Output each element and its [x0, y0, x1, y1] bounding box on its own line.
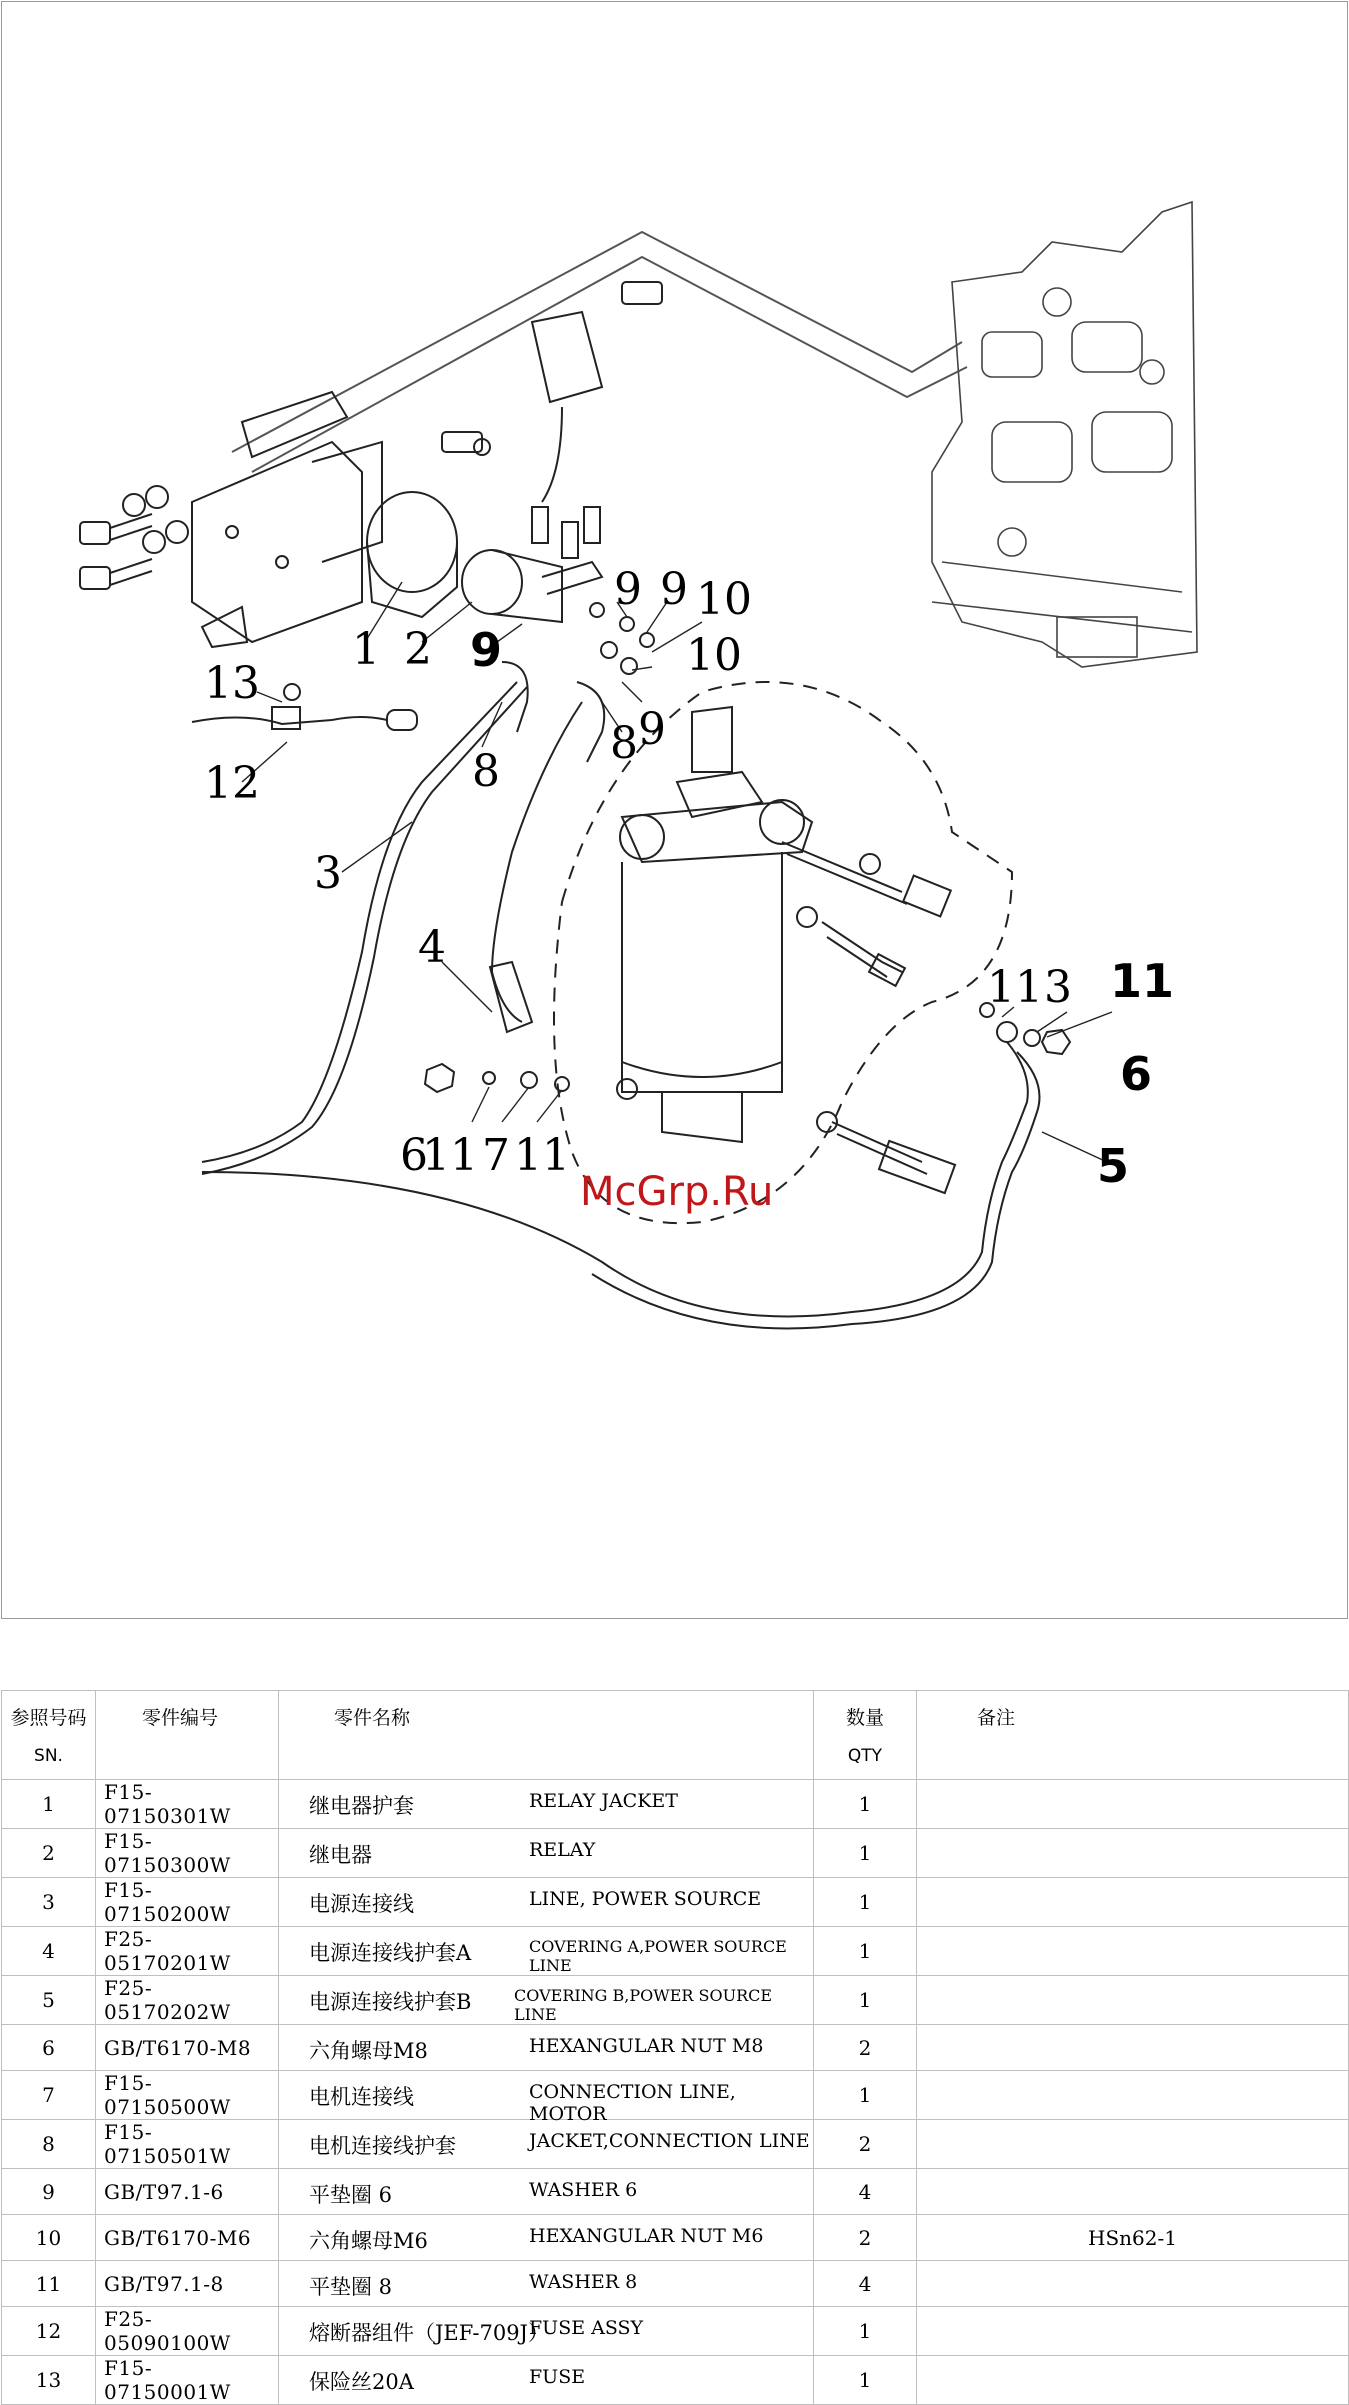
- cell-part-no: F15-07150001W: [96, 2356, 279, 2405]
- relay: [462, 550, 602, 622]
- callout-9: 9: [614, 564, 642, 615]
- callout-7: 7: [482, 1130, 510, 1181]
- cell-name-cn: 电源连接线: [309, 1892, 414, 1916]
- cell-qty: 1: [814, 2071, 917, 2120]
- callout-8: 8: [472, 746, 500, 797]
- header-sn-en: SN.: [34, 1746, 63, 1766]
- table-row: [2, 2215, 1349, 2261]
- cell-qty: 1: [814, 2356, 917, 2405]
- callout-5: 5: [1097, 1139, 1130, 1193]
- callout-12: 12: [204, 758, 260, 809]
- jacket-connection-line: [502, 662, 604, 762]
- cell-qty: 1: [814, 1976, 917, 2025]
- table-row: [2, 1976, 1349, 2025]
- cell-note: [917, 2261, 1349, 2307]
- cell-note: HSn62-1: [917, 2215, 1349, 2261]
- cell-name: [279, 2261, 814, 2307]
- cell-note: [917, 2025, 1349, 2071]
- cell-name-en: JACKET,CONNECTION LINE: [529, 2130, 810, 2152]
- callout-1: 1: [352, 624, 380, 675]
- cell-sn: 8: [2, 2120, 96, 2169]
- table-row: [2, 1927, 1349, 1976]
- cell-name-cn: 平垫圈 6: [309, 2183, 393, 2207]
- cell-name-en: COVERING A,POWER SOURCE LINE: [529, 1937, 787, 1975]
- callout-11: 11: [422, 1130, 478, 1181]
- table-row: [2, 2025, 1349, 2071]
- cell-name-cn: 电机连接线护套: [309, 2134, 456, 2158]
- table-row: [2, 2169, 1349, 2215]
- table-body: [2, 1780, 1349, 2405]
- cell-qty: 2: [814, 2025, 917, 2071]
- cell-name-cn: 六角螺母M8: [309, 2039, 428, 2063]
- cell-name-cn: 继电器护套: [309, 1794, 414, 1818]
- table-row: [2, 2356, 1349, 2405]
- upper-connectors: [442, 282, 662, 558]
- cell-name: [279, 1829, 814, 1878]
- cell-note: [917, 2356, 1349, 2405]
- callout-8: 8: [610, 718, 638, 769]
- header-qty-cn: 数量: [845, 1707, 884, 1729]
- cell-sn: 6: [2, 2025, 96, 2071]
- cell-name-cn: 平垫圈 8: [309, 2275, 393, 2299]
- cell-note: [917, 2071, 1349, 2120]
- table-row: [2, 2261, 1349, 2307]
- cell-note: [917, 1878, 1349, 1927]
- cell-name: [279, 2120, 814, 2169]
- cell-sn: 3: [2, 1878, 96, 1927]
- small-hardware: [425, 603, 1070, 1092]
- callout-9: 9: [470, 623, 503, 677]
- relay-jacket: [367, 492, 457, 617]
- cell-part-no: F25-05170201W: [96, 1927, 279, 1976]
- cell-part-no: F25-05170202W: [96, 1976, 279, 2025]
- cell-name: [279, 2025, 814, 2071]
- header-name: [279, 1691, 814, 1780]
- cell-name-cn: 熔断器组件（JEF-709J）: [309, 2321, 549, 2345]
- cell-note: [917, 2120, 1349, 2169]
- cell-name-cn: 电源连接线护套A: [309, 1941, 472, 1965]
- callout-11: 11: [514, 1130, 570, 1181]
- cell-qty: 1: [814, 2307, 917, 2356]
- callout-4: 4: [418, 922, 446, 973]
- callout-9: 9: [638, 704, 666, 755]
- header-part-no-label: 零件编号: [142, 1707, 219, 1729]
- table-row: [2, 2307, 1349, 2356]
- cell-name-en: FUSE: [529, 2366, 586, 2388]
- cell-note: [917, 1829, 1349, 1878]
- cell-name: [279, 2169, 814, 2215]
- cell-sn: 11: [2, 2261, 96, 2307]
- callout-6: 6: [400, 1130, 428, 1181]
- cell-name: [279, 2356, 814, 2405]
- cell-note: [917, 2307, 1349, 2356]
- cell-sn: 10: [2, 2215, 96, 2261]
- covering-a: [492, 702, 582, 1022]
- cell-name-cn: 保险丝20A: [309, 2370, 414, 2394]
- cell-qty: 4: [814, 2261, 917, 2307]
- callout-6: 6: [1120, 1047, 1153, 1101]
- cell-name-en: RELAY JACKET: [529, 1790, 678, 1812]
- cell-sn: 13: [2, 2356, 96, 2405]
- cell-part-no: GB/T97.1-8: [96, 2261, 279, 2307]
- exploded-diagram: [2, 2, 1349, 1620]
- cell-name-en: CONNECTION LINE, MOTOR: [529, 2081, 736, 2125]
- header-qty: [814, 1691, 917, 1780]
- power-source-line: [202, 682, 517, 1162]
- table-row: [2, 1878, 1349, 1927]
- cell-note: [917, 1780, 1349, 1829]
- callout-10: 10: [686, 630, 742, 681]
- table-row: [2, 2071, 1349, 2120]
- header-note: [917, 1691, 1349, 1780]
- cell-part-no: F15-07150200W: [96, 1878, 279, 1927]
- cell-qty: 1: [814, 1780, 917, 1829]
- cell-sn: 5: [2, 1976, 96, 2025]
- cell-sn: 4: [2, 1927, 96, 1976]
- cell-part-no: GB/T97.1-6: [96, 2169, 279, 2215]
- header-sn: [2, 1691, 96, 1780]
- cell-name: [279, 1878, 814, 1927]
- callout-3: 3: [314, 848, 342, 899]
- table-header-row: [2, 1691, 1349, 1780]
- cell-name-en: WASHER 8: [529, 2271, 638, 2293]
- cell-sn: 1: [2, 1780, 96, 1829]
- cell-part-no: F15-07150500W: [96, 2071, 279, 2120]
- table-row: [2, 1829, 1349, 1878]
- cell-name-cn: 六角螺母M6: [309, 2229, 428, 2253]
- header-name-label: 零件名称: [334, 1707, 411, 1729]
- cell-name-cn: 电机连接线: [309, 2085, 414, 2109]
- starter-motor: [617, 707, 812, 1142]
- watermark: McGrp.Ru: [580, 1169, 774, 1215]
- cell-part-no: GB/T6170-M8: [96, 2025, 279, 2071]
- cell-note: [917, 1976, 1349, 2025]
- cell-name-cn: 继电器: [309, 1843, 372, 1867]
- callout-13: 13: [204, 658, 260, 709]
- table-row: [2, 2120, 1349, 2169]
- header-note-label: 备注: [977, 1707, 1016, 1729]
- cell-sn: 2: [2, 1829, 96, 1878]
- cell-name-en: RELAY: [529, 1839, 596, 1861]
- cell-name-en: HEXANGULAR NUT M8: [529, 2035, 764, 2057]
- cell-name-en: LINE, POWER SOURCE: [529, 1888, 762, 1910]
- cell-name-en: FUSE ASSY: [529, 2317, 644, 2339]
- cell-qty: 1: [814, 1878, 917, 1927]
- starter-bolts: [782, 842, 955, 1193]
- table-row: [2, 1780, 1349, 1829]
- cell-sn: 7: [2, 2071, 96, 2120]
- callout-11: 11: [987, 962, 1043, 1013]
- cell-qty: 1: [814, 1927, 917, 1976]
- cell-part-no: F25-05090100W: [96, 2307, 279, 2356]
- callout-10: 10: [696, 574, 752, 625]
- cell-name: [279, 2071, 814, 2125]
- cell-part-no: F15-07150300W: [96, 1829, 279, 1878]
- cell-qty: 1: [814, 1829, 917, 1878]
- callout-labels: [204, 564, 1174, 1193]
- parts-table: [1, 1690, 1349, 2405]
- callout-9: 9: [660, 564, 688, 615]
- cell-name: [279, 1780, 814, 1829]
- callout-2: 2: [404, 624, 432, 675]
- cell-part-no: GB/T6170-M6: [96, 2215, 279, 2261]
- cell-note: [917, 1927, 1349, 1976]
- cell-name: [279, 2215, 814, 2261]
- cell-name: [279, 1976, 814, 2025]
- cell-name-en: HEXANGULAR NUT M6: [529, 2225, 764, 2247]
- engine-block: [932, 202, 1197, 667]
- cell-qty: 4: [814, 2169, 917, 2215]
- cell-qty: 2: [814, 2215, 917, 2261]
- cell-name-cn: 电源连接线护套B: [309, 1990, 472, 2014]
- callout-3: 3: [1044, 962, 1072, 1013]
- cell-part-no: F15-07150301W: [96, 1780, 279, 1829]
- header-qty-en: QTY: [847, 1746, 883, 1766]
- cell-sn: 9: [2, 2169, 96, 2215]
- cell-name: [279, 1927, 814, 1976]
- callout-11: 11: [1110, 954, 1175, 1008]
- cell-name: [279, 2307, 814, 2356]
- cell-name-en: WASHER 6: [529, 2179, 638, 2201]
- header-part-no: [96, 1691, 279, 1780]
- exploded-diagram-frame: [1, 1, 1348, 1619]
- relay-bracket: [192, 392, 382, 647]
- cell-qty: 2: [814, 2120, 917, 2169]
- cell-sn: 12: [2, 2307, 96, 2356]
- bolts-left: [80, 486, 188, 589]
- cell-note: [917, 2169, 1349, 2215]
- header-sn-cn: 参照号码: [10, 1707, 87, 1729]
- cell-part-no: F15-07150501W: [96, 2120, 279, 2169]
- cell-name-en: COVERING B,POWER SOURCE LINE: [514, 1986, 773, 2024]
